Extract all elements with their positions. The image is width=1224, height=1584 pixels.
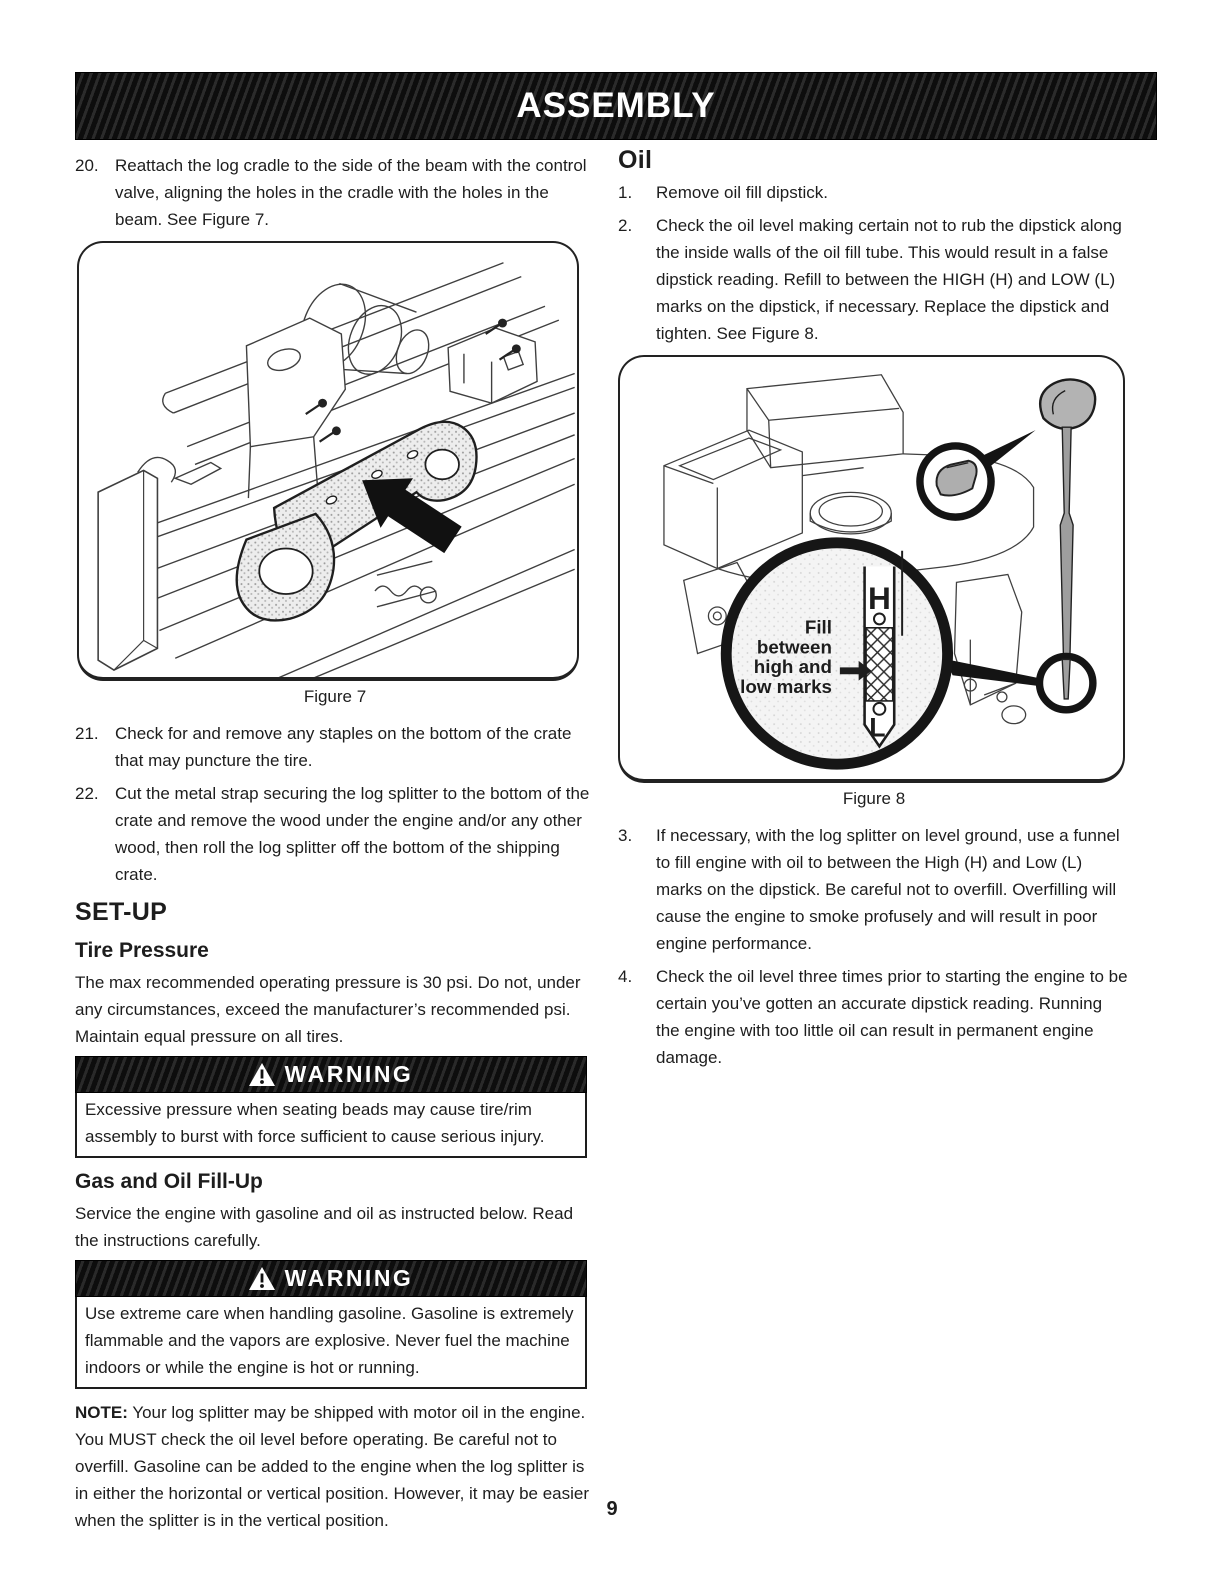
warning-icon — [249, 1267, 275, 1290]
oil-heading: Oil — [618, 146, 653, 174]
step-4 — [618, 963, 1130, 1071]
warning-label: WARNING — [284, 1265, 414, 1291]
svg-text:Fill: Fill — [804, 616, 832, 638]
step-number: 4. — [618, 967, 633, 986]
svg-text:between: between — [756, 636, 832, 658]
section-title: ASSEMBLY — [516, 86, 716, 125]
gas-oil-body: Service the engine with gasoline and oil as instructed below. Read the instructions carefully. — [75, 1204, 574, 1250]
gas-oil-heading: Gas and Oil Fill-Up — [75, 1170, 263, 1193]
step-number: 20. — [75, 156, 99, 175]
warning-label: WARNING — [284, 1061, 414, 1087]
step-number: 3. — [618, 826, 633, 845]
step-22 — [75, 780, 595, 888]
log-cradle-drawing — [79, 243, 576, 678]
warning-text: Use extreme care when handling gasoline. Gasoline is extremely flammable and the vapors are explosive. Never fuel the machine indoors or while the engine is hot or running. — [75, 1297, 587, 1389]
step-3 — [618, 822, 1130, 957]
tip-callout-pointer — [947, 659, 1040, 686]
figure-8-illustration — [618, 355, 1125, 783]
step-number: 22. — [75, 784, 99, 803]
step-text: Remove oil fill dipstick. — [656, 183, 828, 202]
engine-dipstick-drawing — [620, 357, 1122, 780]
warning-text: Excessive pressure when seating beads may cause tire/rim assembly to burst with force sufficient to cause serious injury. — [75, 1093, 587, 1158]
setup-heading: SET-UP — [75, 898, 168, 926]
figure-8-caption: Figure 8 — [842, 789, 906, 808]
step-number: 1. — [618, 183, 633, 202]
low-mark: L — [869, 712, 886, 743]
warning-banner — [75, 1260, 587, 1297]
warning-banner — [75, 1056, 587, 1093]
tire-pressure-heading: Tire Pressure — [75, 939, 209, 962]
gasoline-warning-block — [75, 1260, 587, 1389]
page-number: 9 — [606, 1498, 618, 1520]
note-text: Your log splitter may be shipped with motor oil in the engine. You MUST check the oil level before operating. Be careful not to overfill. Gasoline can be added to the engine when the log splitter is in either the horizontal or vertical position. However, it may be easier when the splitter is in the vertical position. — [75, 1403, 590, 1530]
step-text: Cut the metal strap securing the log splitter to the bottom of the crate and remove the wood under the engine and/or any other wood, then roll the log splitter off the bottom of the shipping crate. — [115, 784, 590, 884]
right-column — [618, 146, 1130, 1077]
section-header-banner — [75, 72, 1157, 140]
dipstick-cap — [1040, 379, 1095, 428]
step-21 — [75, 720, 595, 774]
step-number: 21. — [75, 724, 99, 743]
step-text: Check for and remove any staples on the bottom of the crate that may puncture the tire. — [115, 724, 572, 770]
step-text: If necessary, with the log splitter on level ground, use a funnel to fill engine with oil to between the High (H) and Low (L) marks on the dipstick. Be careful not to overfill. Overfilling will cause the engine to smoke profusely and will result in poor engine performance. — [656, 826, 1120, 953]
dipstick-tip — [1062, 659, 1070, 699]
svg-text:high and: high and — [753, 656, 832, 678]
tire-pressure-body: The max recommended operating pressure is 30 psi. Do not, under any circumstances, exceed the manufacturer’s recommended psi. Maintain equal pressure on all tires. — [75, 973, 581, 1046]
warning-icon — [249, 1063, 275, 1086]
step-2 — [618, 212, 1130, 347]
left-column — [75, 152, 595, 1540]
tire-warning-block — [75, 1056, 587, 1158]
step-text: Check the oil level making certain not to rub the dipstick along the inside walls of the oil fill tube. This would result in a false dipstick reading. Refill to between the HIGH (H) and LOW (L) marks on the dipstick, if necessary. Replace the dipstick and tighten. See Figure 8. — [656, 216, 1122, 343]
high-mark: H — [867, 580, 891, 617]
step-text: Check the oil level three times prior to starting the engine to be certain you’ve gotten an accurate dipstick reading. Running the engine with too little oil can result in permanent engine damage. — [656, 967, 1128, 1067]
step-text: Reattach the log cradle to the side of the beam with the control valve, aligning the holes in the cradle with the holes in the beam. See Figure 7. — [115, 156, 587, 229]
svg-text:low marks: low marks — [740, 676, 832, 698]
figure-7-illustration — [77, 241, 579, 681]
fill-zone-crosshatch — [866, 628, 893, 701]
callout-pointer — [978, 430, 1035, 470]
dipstick-shaft — [1060, 427, 1073, 689]
step-20 — [75, 152, 595, 233]
step-1 — [618, 179, 1130, 206]
note-label: NOTE: — [75, 1403, 128, 1422]
step-number: 2. — [618, 216, 633, 235]
beam-end-plate — [98, 470, 157, 670]
figure-7-caption: Figure 7 — [303, 687, 367, 706]
